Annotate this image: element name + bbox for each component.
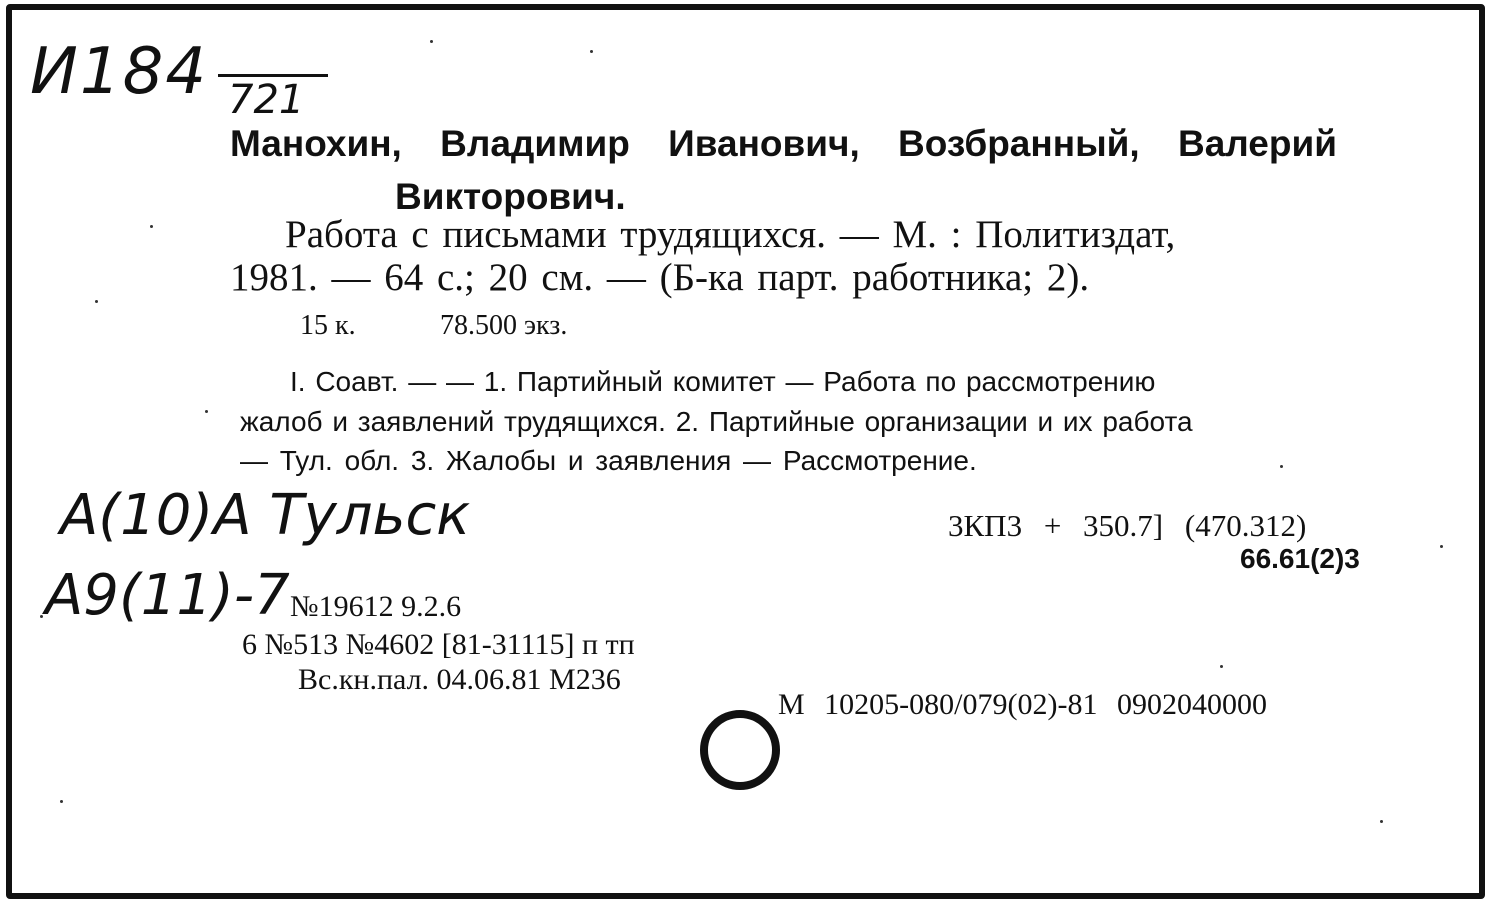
record-line-3: Вс.кн.пал. 04.06.81 М236 <box>298 663 621 696</box>
speck <box>40 615 43 618</box>
speck <box>150 225 153 228</box>
speck <box>1440 545 1443 548</box>
speck <box>1280 465 1283 468</box>
subjects-line-2: жалоб и заявлений трудящихся. 2. Партийные организации и их работа <box>240 406 1193 437</box>
classification-line-1: 3КП3 + 350.7] (470.312) <box>948 508 1307 543</box>
speck <box>430 40 433 43</box>
speck <box>205 410 208 413</box>
subjects-line-3: — Тул. обл. 3. Жалобы и заявления — Рассмотрение. <box>240 445 977 476</box>
title-line-1: Работа с письмами трудящихся. — М. : Политиздат, <box>285 213 1176 256</box>
speck <box>60 800 63 803</box>
speck <box>590 50 593 53</box>
index-code: М 10205-080/079(02)-81 0902040000 <box>778 688 1267 721</box>
punch-hole <box>700 710 780 790</box>
title-line-2: 1981. — 64 с.; 20 см. — (Б-ка парт. работника; 2). <box>230 256 1090 299</box>
copies: 78.500 экз. <box>440 310 568 341</box>
call-number-sub: 721 <box>228 77 305 123</box>
speck <box>1380 820 1383 823</box>
classification-line-2: 66.61(2)3 <box>1240 543 1360 574</box>
call-number-main: И184 <box>30 35 209 109</box>
record-line-1: №19612 9.2.6 <box>290 590 462 623</box>
price: 15 к. <box>300 310 356 341</box>
handwritten-note-2: А9(11)-7 <box>45 563 290 628</box>
subjects-line-1: I. Соавт. — — 1. Партийный комитет — Работа по рассмотрению <box>290 366 1156 397</box>
record-line-2: 6 №513 №4602 [81-31115] п тп <box>242 628 635 661</box>
speck <box>95 300 98 303</box>
authors-line-2: Викторович. <box>395 176 626 217</box>
handwritten-note-1: А(10)А Тульск <box>60 483 471 548</box>
speck <box>1220 665 1223 668</box>
authors-line-1: Манохин, Владимир Иванович, Возбранный, Валерий <box>230 123 1337 164</box>
